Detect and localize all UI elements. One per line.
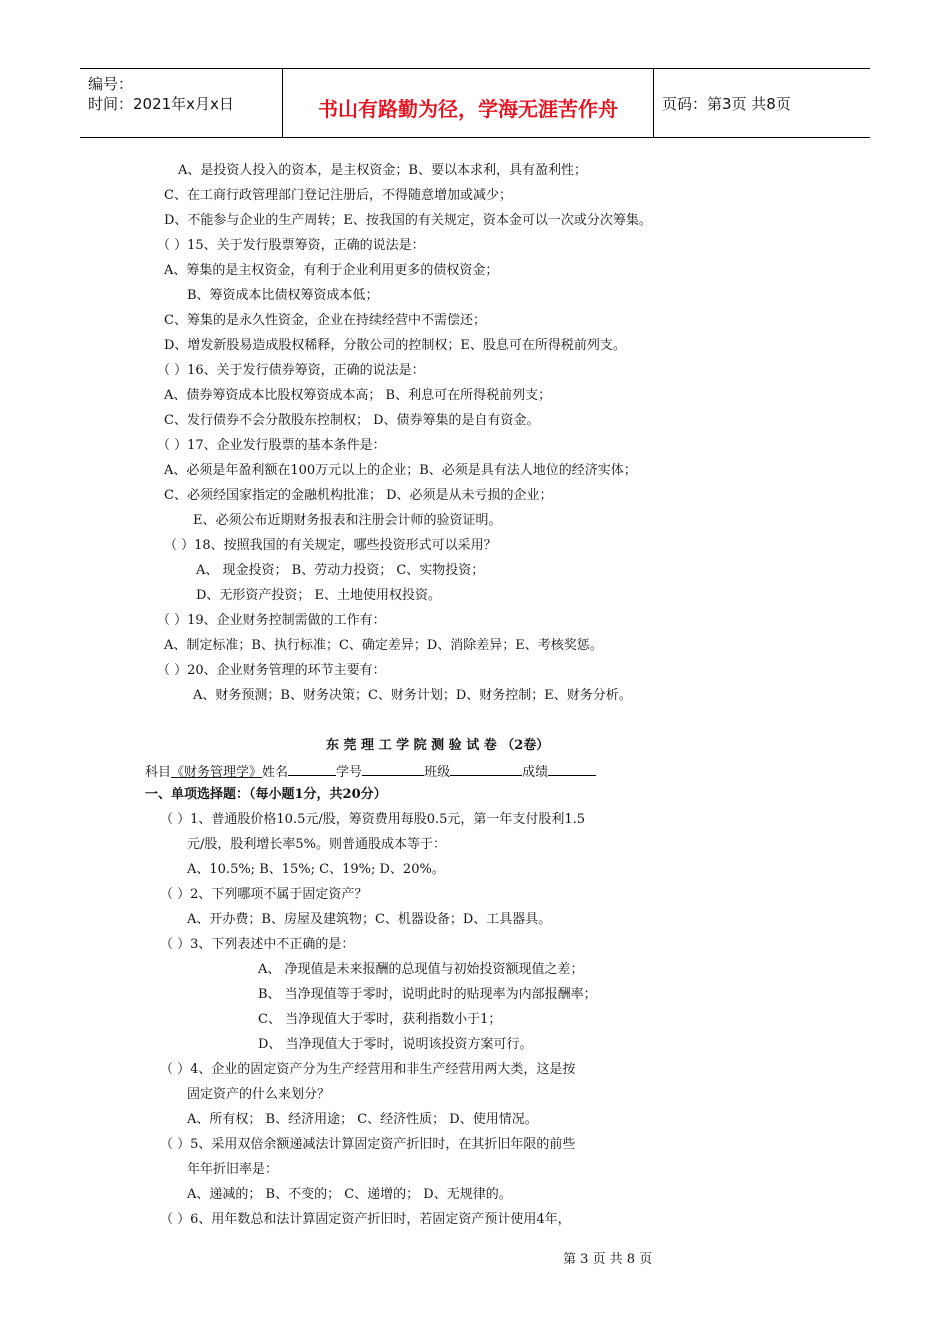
name-label: 姓名 (262, 765, 289, 780)
question-line: （ ）20、企业财务管理的环节主要有： (157, 663, 386, 678)
question-line: （ ）19、企业财务控制需做的工作有： (157, 613, 386, 628)
class-blank[interactable] (450, 762, 522, 776)
question-line: （ ）15、关于发行股票筹资，正确的说法是： (157, 238, 425, 253)
text-line: C、必须经国家指定的金融机构批准； D、必须是从未亏损的企业； (164, 488, 553, 503)
score-blank[interactable] (548, 762, 596, 776)
question-line: （ ）3、下列表述中不正确的是： (160, 937, 355, 952)
text-line: A、筹集的是主权资金，有利于企业利用更多的债权资金； (164, 263, 499, 278)
text-line: B、 当净现值等于零时，说明此时的贴现率为内部报酬率； (258, 987, 597, 1002)
code-label: 编号： (88, 75, 134, 93)
text-line: A、开办费；B、房屋及建筑物；C、机器设备；D、工具器具。 (187, 912, 552, 927)
text-line: C、筹集的是永久性资金，企业在持续经营中不需偿还； (164, 313, 486, 328)
page-info: 页码：第3页 共8页 (662, 95, 791, 113)
text-line: A、债券筹资成本比股权筹资成本高； B、利息可在所得税前列支； (164, 388, 552, 403)
question-line: （ ）18、按照我国的有关规定，哪些投资形式可以采用？ (164, 538, 497, 553)
text-line: 年年折旧率是： (187, 1162, 279, 1177)
motto-text: 书山有路勤为径，学海无涯苦作舟 (318, 97, 618, 121)
question-line: （ ）17、企业发行股票的基本条件是： (157, 438, 386, 453)
text-line: 固定资产的什么来划分？ (187, 1087, 331, 1102)
section-title: 一、单项选择题：（每小题1分，共20分） (145, 787, 387, 802)
text-line: C、发行债券不会分散股东控制权； D、债券筹集的是自有资金。 (164, 413, 540, 428)
time-label: 时间：2021年x月x日 (88, 95, 234, 113)
text-line: B、筹资成本比债权筹资成本低； (187, 288, 379, 303)
question-line: （ ）2、下列哪项不属于固定资产？ (160, 887, 368, 902)
text-line: A、递减的； B、不变的； C、递增的； D、无规律的。 (187, 1187, 512, 1202)
text-line: A、财务预测；B、财务决策；C、财务计划；D、财务控制；E、财务分析。 (193, 688, 632, 703)
name-blank[interactable] (288, 762, 336, 776)
text-line: D、不能参与企业的生产周转；E、按我国的有关规定，资本金可以一次或分次筹集。 (164, 213, 652, 228)
question-line: （ ）5、采用双倍余额递减法计算固定资产折旧时，在其折旧年限的前些 (160, 1137, 576, 1152)
text-line: D、增发新股易造成股权稀释，分散公司的控制权；E、股息可在所得税前列支。 (164, 338, 626, 353)
text-line: 元/股，股利增长率5%。则普通股成本等于： (187, 837, 447, 852)
text-line: A、制定标准；B、执行标准；C、确定差异；D、消除差异；E、考核奖惩。 (164, 638, 603, 653)
text-line: A、 现金投资； B、劳动力投资； C、实物投资； (196, 563, 485, 578)
page-footer: 第 3 页 共 8 页 (563, 1252, 653, 1267)
question-line: （ ）1、普通股价格10.5元/股，筹资费用每股0.5元，第一年支付股利1.5 (160, 812, 586, 827)
exam-info-line (145, 762, 596, 782)
text-line: A、是投资人投入的资本，是主权资金；B、要以本求利，具有盈利性； (178, 163, 587, 178)
id-blank[interactable] (362, 762, 424, 776)
class-label: 班级 (424, 765, 451, 780)
question-line: （ ）16、关于发行债券筹资，正确的说法是： (157, 363, 425, 378)
text-line: D、无形资产投资； E、土地使用权投资。 (196, 588, 442, 603)
text-line: C、在工商行政管理部门登记注册后，不得随意增加或减少； (164, 188, 512, 203)
page-header (80, 68, 870, 138)
exam-title: 东 莞 理 工 学 院 测 验 试 卷 （2卷） (326, 738, 550, 753)
question-line: （ ）4、企业的固定资产分为生产经营用和非生产经营用两大类，这是按 (160, 1062, 576, 1077)
question-line: （ ）6、用年数总和法计算固定资产折旧时，若固定资产预计使用4年， (160, 1212, 571, 1227)
text-line: E、必须公布近期财务报表和注册会计师的验资证明。 (193, 513, 502, 528)
text-line: A、10.5%; B、15%; C、19%; D、20%。 (187, 862, 445, 877)
text-line: A、必须是年盈利额在100万元以上的企业；B、必须是具有法人地位的经济实体； (164, 463, 637, 478)
header-motto-cell (283, 69, 654, 137)
text-line: A、所有权； B、经济用途； C、经济性质； D、使用情况。 (187, 1112, 538, 1127)
text-line: C、 当净现值大于零时，获利指数小于1； (258, 1012, 502, 1027)
subject-label: 科目 (145, 765, 172, 780)
score-label: 成绩 (522, 765, 549, 780)
header-meta-cell (80, 69, 283, 137)
subject-value: 《财务管理学》 (171, 765, 263, 780)
text-line: A、 净现值是未来报酬的总现值与初始投资额现值之差； (258, 962, 584, 977)
text-line: D、 当净现值大于零时，说明该投资方案可行。 (258, 1037, 533, 1052)
id-label: 学号 (336, 765, 363, 780)
